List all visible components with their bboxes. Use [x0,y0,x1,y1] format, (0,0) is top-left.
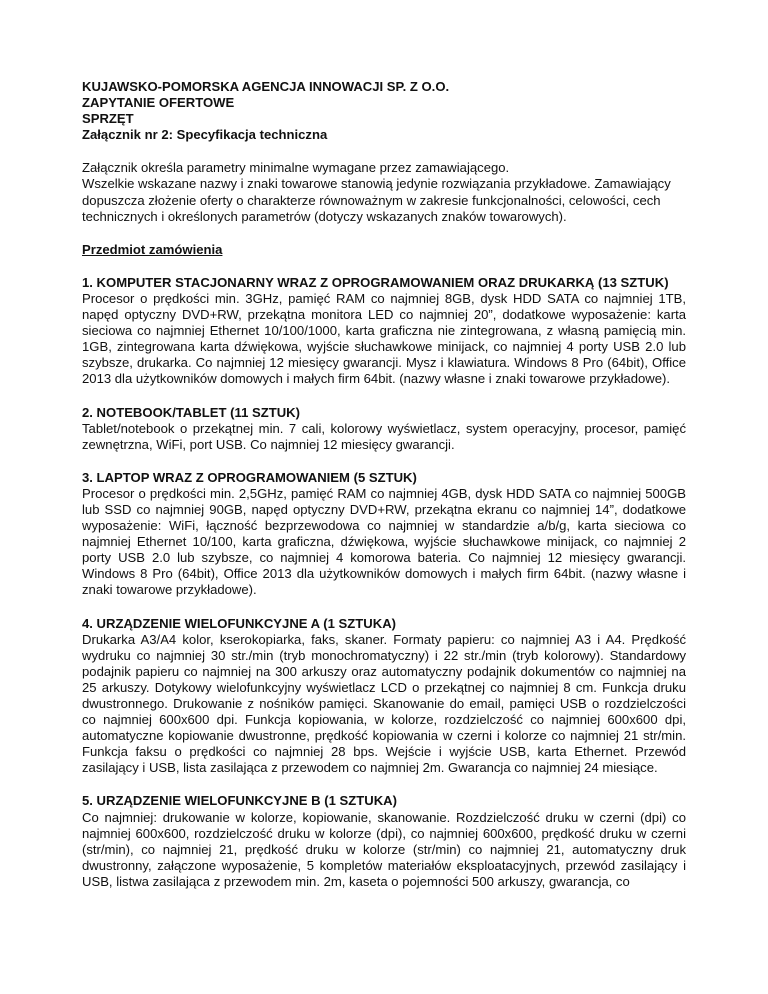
header-request-type: ZAPYTANIE OFERTOWE [82,95,235,111]
section-body: Procesor o prędkości min. 2,5GHz, pamięć RAM co najmniej 4GB, dysk HDD SATA co najmniej 500GB lub SSD co najmniej 90GB, napęd optyczny DVD+RW, przekątna ekranu co najmniej 14”, dodatkowe wyposażenie: WiFi, łączność bezprzewodowa co najmniej w standardzie a/b/g, karta sieciowa co najmniej Ethernet 10/100, karta graficzna, dźwiękowa, wyjście słuchawkowe minijack, co najmniej 2 porty USB 2.0 lub szybsze, co najmniej 4 komorowa bateria. Co najmniej 12 miesięcy gwarancji. Windows 8 Pro (64bit), Office 2013 dla użytkowników domowych i małych firm 64bit. (nazwy własne i znaki towarowe przykładowe). [82,485,686,598]
header-organization: KUJAWSKO-POMORSKA AGENCJA INNOWACJI SP. Z O.O. [82,79,450,94]
section-body: Drukarka A3/A4 kolor, kserokopiarka, faks, skaner. Formaty papieru: co najmniej A3 i A4. Prędkość wydruku co najmniej 30 str./min (tryb monochromatyczny) i 22 str./min (tryb kolorowy). Standardowy podajnik papieru co najmniej na 300 arkuszy oraz automatyczny podajnik dokumentów co najmniej na 25 arkuszy. Dotykowy wielofunkcyjny wyświetlacz LCD o przekątnej co najmniej 8 cm. Funkcja druku dwustronnego. Drukowanie z nośników pamięci. Skanowanie do email, pamięci USB o rozdzielczości co najmniej 600x600 dpi. Funkcja kopiowania, w kolorze, rozdzielczość co najmniej 600x600 dpi, automatyczne kopiowanie dwustronne, prędkość kopiowania w czerni i kolorze co najmniej 21 str/min. Funkcja faksu o prędkości co najmniej 28 bps. Wejście i wyjście USB, karta Ethernet. Przewód zasilający i USB, lista zasilająca z przewodem co najmniej 2m. Gwarancja co najmniej 24 miesiące. [82,631,686,776]
section-body: Co najmniej: drukowanie w kolorze, kopiowanie, skanowanie. Rozdzielczość druku w czerni (dpi) co najmniej 600x600, rozdzielczość druku w kolorze (dpi), co najmniej 600x600, prędkość druku w czerni (str/min), co najmniej 21, prędkość druku w kolorze (str/min) co najmniej 21, automatyczny druk dwustronny, załączone wyposażenie, 5 kompletów materiałów eksploatacyjnych, przewód zasilający i USB, listwa zasilająca z przewodem min. 2m, kaseta o pojemności 500 arkuszy, gwarancja, co [82,809,686,889]
section-multifunction-a [82,616,686,777]
intro [82,160,686,224]
section-body: Procesor o prędkości min. 3GHz, pamięć RAM co najmniej 8GB, dysk HDD SATA co najmniej 1TB, napęd optyczny DVD+RW, przekątna monitora LED co najmniej 20”, dodatkowe wyposażenie: karta sieciowa co najmniej Ethernet 10/100/1000, karta graficzna nie zintegrowana, z własną pamięcią min. 1GB, zintegrowana karta dźwiękowa, wyjście słuchawkowe minijack, co najmniej 4 porty USB 2.0 lub szybsze, drukarka. Co najmniej 12 miesięcy gwarancji. Mysz i klawiatura. Windows 8 Pro (64bit), Office 2013 dla użytkowników domowych i małych firm 64bit. (nazwy własne i znaki towarowe przykładowe). [82,290,686,387]
section-title: 3. LAPTOP WRAZ Z OPROGRAMOWANIEM (5 SZTUK) [82,469,417,485]
section-title: 1. KOMPUTER STACJONARNY WRAZ Z OPROGRAMOWANIEM ORAZ DRUKARKĄ (13 SZTUK) [82,274,669,290]
section-laptop [82,470,686,599]
section-body: Tablet/notebook o przekątnej min. 7 cali, kolorowy wyświetlacz, system operacyjny, procesor, pamięć zewnętrzna, WiFi, port USB. Co najmniej 12 miesięcy gwarancji. [82,420,686,452]
document-header [82,79,686,143]
header-attachment: Załącznik nr 2: Specyfikacja techniczna [82,127,328,143]
intro-line-2: Wszelkie wskazane nazwy i znaki towarowe stanowią jedynie rozwiązania przykładowe. Zamawiający dopuszcza złożenie oferty o charakterze równoważnym w zakresie funkcjonalności, celowości, cech technicznych i określonych parametrów (dotyczy wskazanych znaków towarowych). [82,176,671,224]
section-notebook-tablet [82,405,686,453]
section-desktop-computer [82,275,686,388]
intro-line-1: Załącznik określa parametry minimalne wymagane przez zamawiającego. [82,160,510,176]
subject-heading: Przedmiot zamówienia [82,241,223,257]
header-category: SPRZĘT [82,111,134,127]
section-multifunction-b [82,793,686,890]
section-title: 4. URZĄDZENIE WIELOFUNKCYJNE A (1 SZTUKA) [82,615,397,631]
section-title: 2. NOTEBOOK/TABLET (11 SZTUK) [82,404,300,420]
section-title: 5. URZĄDZENIE WIELOFUNKCYJNE B (1 SZTUKA) [82,793,397,809]
